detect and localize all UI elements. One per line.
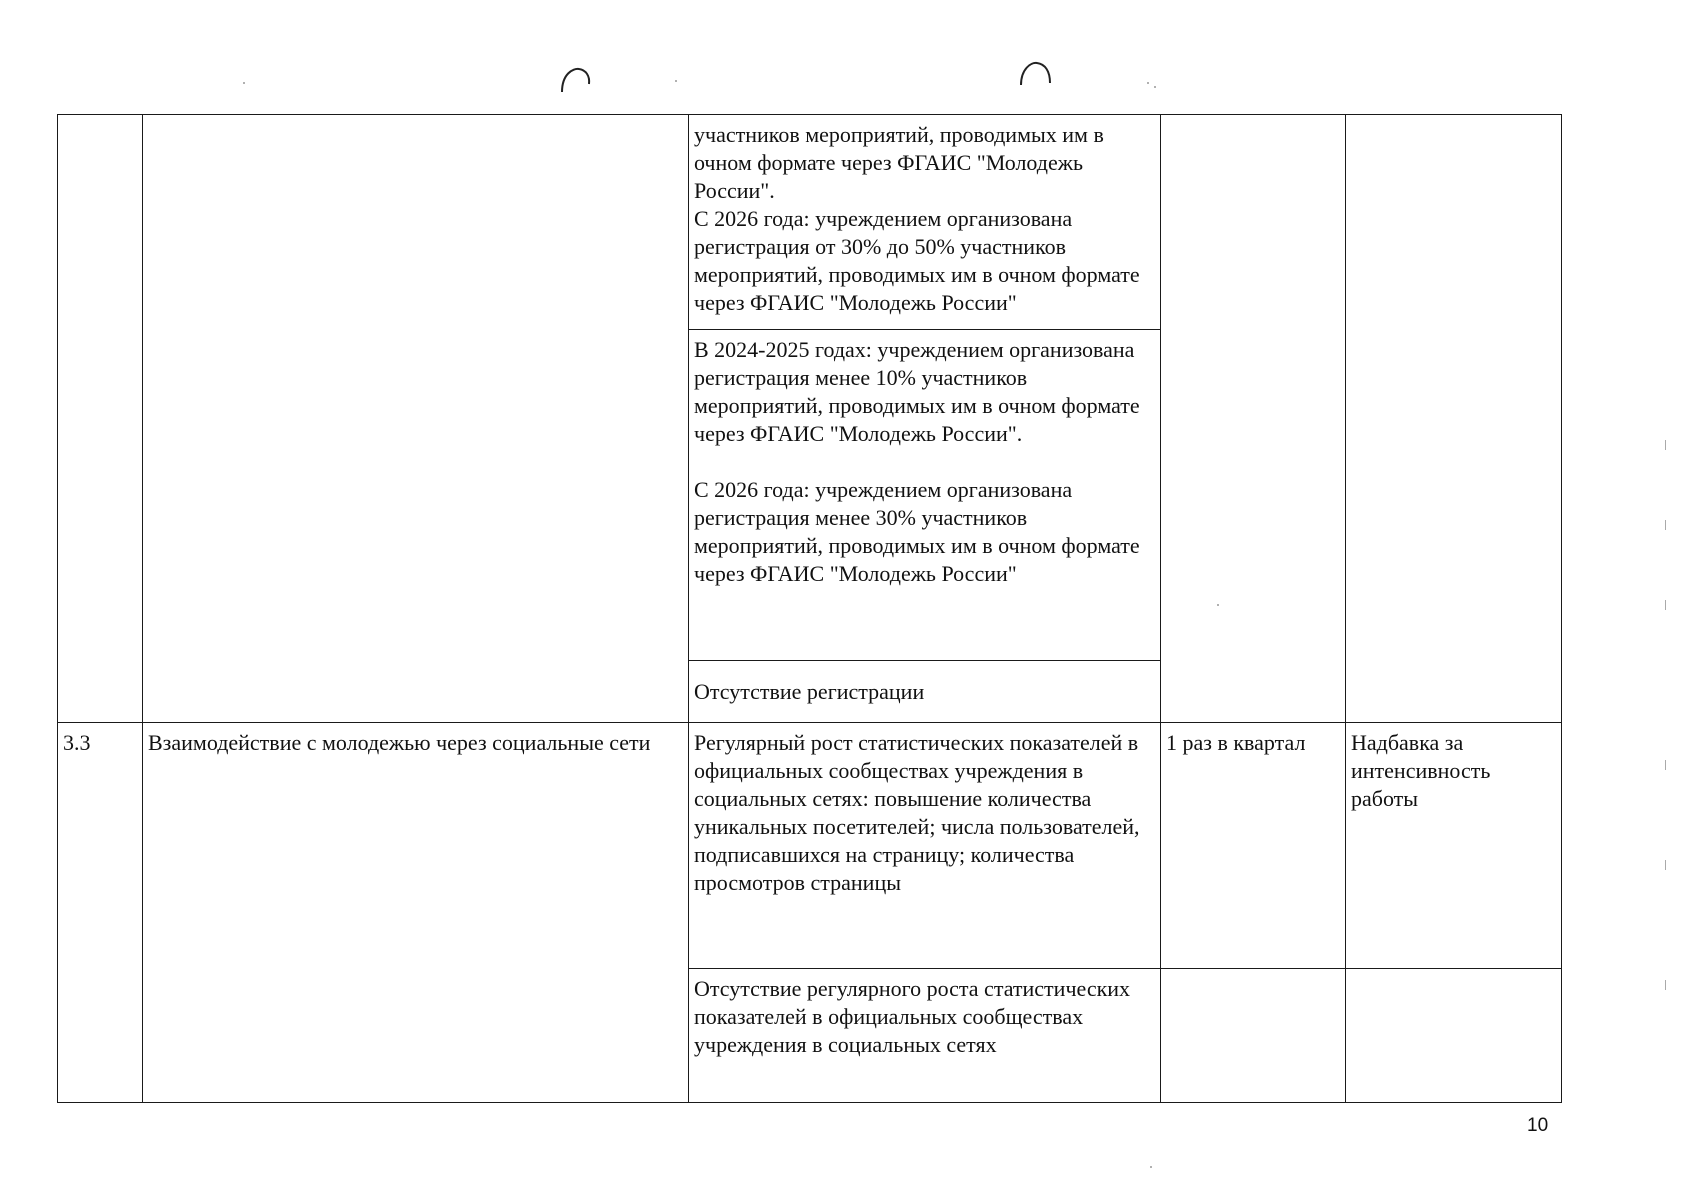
indicator-cell: Взаимодействие с молодежью через социальные сети bbox=[143, 723, 689, 1103]
table-row bbox=[58, 723, 1562, 969]
criterion-text: С 2026 года: учреждением организована регистрация от 30% до 50% участников мероприятий, проводимых им в очном формате через ФГАИС "Молодежь России" bbox=[694, 206, 1140, 315]
criterion-cell: Регулярный рост статистических показателей в официальных сообществах учреждения в социальных сетях: повышение количества уникальных посетителей; числа пользователей, подписавшихся на страницу; количества просмотров страницы bbox=[689, 723, 1161, 969]
periodicity-cell: 1 раз в квартал bbox=[1161, 723, 1346, 969]
scan-edge-mark bbox=[1665, 600, 1666, 610]
scan-edge-mark bbox=[1665, 980, 1666, 990]
table-row bbox=[58, 115, 1562, 330]
scan-speck bbox=[1154, 86, 1156, 88]
scan-speck bbox=[243, 82, 245, 84]
page-number: 10 bbox=[1527, 1115, 1549, 1136]
criterion-text: С 2026 года: учреждением организована регистрация менее 30% участников мероприятий, проводимых им в очном формате через ФГАИС "Молодежь России" bbox=[694, 477, 1140, 586]
criterion-text: Отсутствие регистрации bbox=[694, 678, 925, 704]
criterion-cell bbox=[689, 330, 1161, 661]
scan-edge-mark bbox=[1665, 520, 1666, 530]
criterion-text: В 2024-2025 годах: учреждением организована регистрация менее 10% участников мероприятий, проводимых им в очном формате через ФГАИС "Молодежь России". bbox=[694, 337, 1140, 446]
scan-speck bbox=[1150, 1166, 1152, 1168]
criterion-cell bbox=[689, 115, 1161, 330]
scan-edge-mark bbox=[1665, 760, 1666, 770]
criteria-table bbox=[57, 114, 1562, 1103]
payment-type-cell bbox=[1346, 115, 1562, 723]
punch-hole-right-icon bbox=[1018, 59, 1052, 89]
scan-speck bbox=[1147, 82, 1149, 84]
payment-type-cell bbox=[1346, 969, 1562, 1103]
indicator-cell bbox=[143, 115, 689, 723]
number-cell: 3.3 bbox=[58, 723, 143, 1103]
periodicity-cell bbox=[1161, 115, 1346, 723]
payment-type-cell: Надбавка за интенсивность работы bbox=[1346, 723, 1562, 969]
criterion-cell bbox=[689, 661, 1161, 723]
number-cell bbox=[58, 115, 143, 723]
punch-hole-left-icon bbox=[559, 64, 593, 94]
criterion-text: участников мероприятий, проводимых им в очном формате через ФГАИС "Молодежь России". bbox=[694, 122, 1104, 203]
scan-edge-mark bbox=[1665, 440, 1666, 450]
scan-speck bbox=[675, 80, 677, 82]
scan-edge-mark bbox=[1665, 860, 1666, 870]
periodicity-cell bbox=[1161, 969, 1346, 1103]
criterion-cell: Отсутствие регулярного роста статистических показателей в официальных сообществах учреждения в социальных сетях bbox=[689, 969, 1161, 1103]
